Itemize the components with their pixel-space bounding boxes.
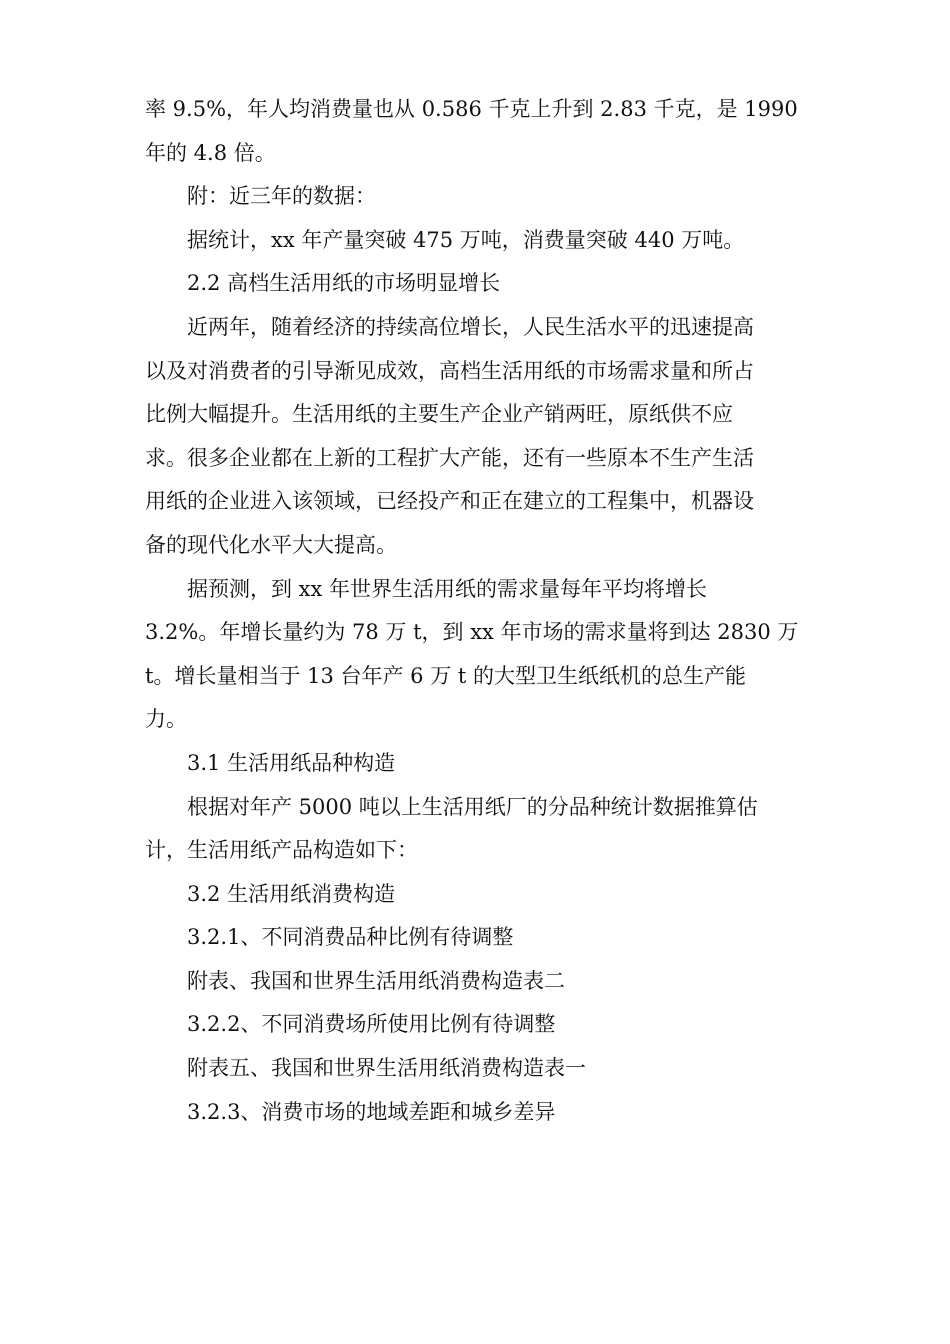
paragraph-line: 根据对年产 5000 吨以上生活用纸厂的分品种统计数据推算估 [187, 794, 758, 819]
subsection-heading: 3.2.3、消费市场的地域差距和城乡差异 [187, 1099, 556, 1124]
table-caption: 附表、我国和世界生活用纸消费构造表二 [187, 968, 565, 993]
paragraph-line: 据预测，到 xx 年世界生活用纸的需求量每年平均将增长 [187, 576, 708, 601]
text-line: 用纸的企业进入该领域，已经投产和正在建立的工程集中，机器设 [145, 489, 754, 514]
table-caption: 附表五、我国和世界生活用纸消费构造表一 [187, 1056, 586, 1081]
text-line: 求。很多企业都在上新的工程扩大产能，还有一些原本不生产生活 [145, 445, 754, 470]
text-line: 比例大幅提升。生活用纸的主要生产企业产销两旺，原纸供不应 [145, 402, 733, 427]
text-line: 力。 [145, 707, 187, 732]
text-line: 率 9.5%，年人均消费量也从 0.586 千克上升到 2.83 千克，是 1990 [145, 97, 798, 121]
paragraph-line: 近两年，随着经济的持续高位增长，人民生活水平的迅速提高 [187, 314, 754, 339]
text-line: 计，生活用纸产品构造如下： [145, 838, 418, 863]
paragraph-line: 据统计，xx 年产量突破 475 万吨，消费量突破 440 万吨。 [187, 227, 745, 252]
text-line: t。增长量相当于 13 台年产 6 万 t 的大型卫生纸纸机的总生产能 [145, 663, 747, 688]
section-heading: 2.2 高档生活用纸的市场明显增长 [187, 271, 501, 296]
text-line: 备的现代化水平大大提高。 [145, 532, 397, 557]
section-heading: 3.2 生活用纸消费构造 [187, 881, 396, 906]
subsection-heading: 3.2.2、不同消费场所使用比例有待调整 [187, 1012, 556, 1037]
paragraph-line: 附：近三年的数据： [187, 184, 376, 209]
section-heading: 3.1 生活用纸品种构造 [187, 750, 396, 775]
text-line: 年的 4.8 倍。 [145, 140, 276, 165]
document-body [145, 88, 805, 1134]
subsection-heading: 3.2.1、不同消费品种比例有待调整 [187, 925, 514, 950]
text-line: 以及对消费者的引导渐见成效，高档生活用纸的市场需求量和所占 [145, 358, 754, 383]
text-line: 3.2%。年增长量约为 78 万 t，到 xx 年市场的需求量将到达 2830 万 [145, 620, 799, 645]
